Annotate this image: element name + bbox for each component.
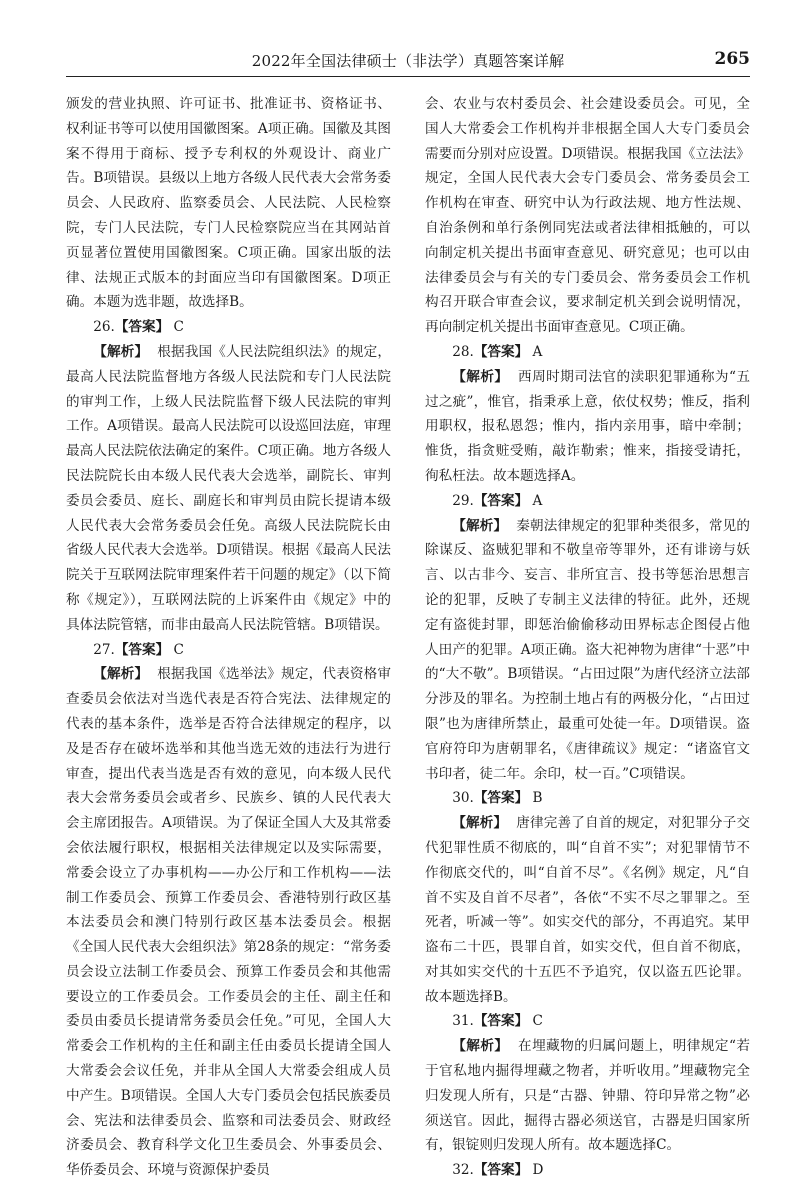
answer-value: A [532, 492, 543, 509]
answer-label: 【答案】 [473, 1013, 529, 1030]
answer-line-30 [425, 786, 750, 811]
answer-line-26 [66, 315, 391, 340]
question-number: 31. [452, 1013, 474, 1030]
analysis-label: 【解析】 [452, 815, 508, 832]
answer-line-29 [425, 489, 750, 514]
page-number: 265 [714, 49, 750, 69]
analysis-paragraph-28 [425, 365, 750, 489]
answer-value: C [173, 641, 184, 658]
analysis-text: 秦朝法律规定的犯罪种类很多，常见的除谋反、盗贼犯罪和不敬皇帝等罪外，还有诽谤与妖言、以古非今、妄言、非所宜言、投书等惩治思想言论的犯罪，反映了专制主义法律的特征。此外，还规定有盗徙封罪，即惩治偷偷移动田界标志企图侵占他人田产的犯罪。A项正确。盗大祀神物为唐律“十恶”中的“大不敬”。B项错误。“占田过限”为唐代经济立法部分涉及的罪名。为控制土地占有的两极分化，“占田过限”也为唐律所禁止，最重可处徒一年。D项错误。盗官府符印为唐朝罪名，《唐律疏议》规定：“诸盗官文书印者，徒二年。余印，杖一百。”C项错误。 [425, 517, 750, 782]
analysis-label: 【解析】 [93, 343, 149, 360]
answer-line-27 [66, 638, 391, 663]
analysis-label: 【解析】 [452, 368, 509, 385]
answer-label: 【答案】 [473, 1162, 529, 1179]
question-number: 30. [452, 790, 474, 807]
page-header [66, 46, 750, 77]
answer-value: C [173, 319, 184, 336]
analysis-text: 根据我国《选举法》规定，代表资格审查委员会依法对当选代表是否符合宪法、法律规定的代表的基本条件，选举是否符合法律规定的程序，以及是否存在破坏选举和其他当选无效的违法行为进行审查，提出代表当选是否有效的意见，向本级人民代表大会常务委员会或者乡、民族乡、镇的人民代表大会主席团报告。A项错误。为了保证全国人大及其常委会依法履行职权，根据相关法律规定以及实际需要，常委会设立了办事机构——办公厅和工作机构——法制工作委员会、预算工作委员会、香港特别行政区基本法委员会和澳门特别行政区基本法委员会。根据《全国人民代表大会组织法》第28条的规定：“常务委员会设立法制工作委员会、预算工作委员会和其他需要设立的工作委员会。工作委员会的主任、副主任和委员由委员长提请常务委员会任免。”可见，全国人大常委会工作机构的主任和副主任由委员长提请全国人大常委会会议任免，并非从全国人大常委会组成人员中产生。B项错误。全国人大专门委员会包括民族委员会、宪法和法律委员会、监察和司法委员会、财政经济委员会、教育科学文化卫生委员会、外事委员会、华侨委员会、环境与资源保护委员 [66, 666, 391, 1179]
answer-line-31 [425, 1009, 750, 1034]
question-number: 26. [93, 319, 115, 336]
left-column [66, 92, 391, 1179]
continued-paragraph: 会、农业与农村委员会、社会建设委员会。可见，全国人大常委会工作机构并非根据全国人大专门委员会需要而分别对应设置。D项错误。根据我国《立法法》规定，全国人民代表大会专门委员会、常务委员会工作机构在审查、研究中认为行政法规、地方性法规、自治条例和单行条例同宪法或者法律相抵触的，可以向制定机关提出书面审查意见、研究意见；也可以由法律委员会与有关的专门委员会、常务委员会工作机构召开联合审查会议，要求制定机关到会说明情况，再向制定机关提出书面审查意见。C项正确。 [425, 96, 750, 336]
analysis-text: 西周时期司法官的渎职犯罪通称为“五过之疵”，惟官，指秉承上意，依仗权势；惟反，指利用职权，报私恩怨；惟内，指内亲用事，暗中牵制；惟货，指贪赃受贿，敲诈勒索；惟来，指接受请托，徇私枉法。故本题选择A。 [425, 368, 751, 484]
answer-line-28 [425, 340, 750, 365]
answer-label: 【答案】 [473, 343, 529, 360]
analysis-paragraph-31 [425, 1034, 750, 1158]
continued-paragraph: 颁发的营业执照、许可证书、批准证书、资格证书、权利证书等可以使用国徽图案。A项正确。国徽及其图案不得用于商标、授予专利权的外观设计、商业广告。B项错误。县级以上地方各级人民代表大会常务委员会、人民政府、监察委员会、人民法院、人民检察院，专门人民法院，专门人民检察院应当在其网站首页显著位置使用国徽图案。C项正确。国家出版的法律、法规正式版本的封面应当印有国徽图案。D项正确。本题为选非题，故选择B。 [66, 96, 391, 311]
analysis-paragraph-29 [425, 514, 750, 787]
analysis-text: 在埋藏物的归属问题上，明律规定“若于官私地内掘得埋藏之物者，并听收用。”埋藏物完全归发现人所有，只是“古器、钟鼎、符印异常之物”必须送官。因此，掘得古器必须送官，古器是归国家所有，银锭则归发现人所有。故本题选择C。 [425, 1038, 751, 1154]
analysis-label: 【解析】 [93, 666, 149, 683]
answer-value: A [532, 343, 543, 360]
answer-label: 【答案】 [473, 492, 529, 509]
analysis-paragraph-30 [425, 811, 750, 1009]
analysis-text: 唐律完善了自首的规定，对犯罪分子交代犯罪性质不彻底的，叫“自首不实”；对犯罪情节不作彻底交代的，叫“自首不尽”。《名例》规定，凡“自首不实及自首不尽者”，各依“不实不尽之罪罪之。至死者，听减一等”。如实交代的部分，不再追究。某甲盗布二十匹，畏罪自首，如实交代，但自首不彻底，对其如实交代的十五匹不予追究，仅以盗五匹论罪。故本题选择B。 [425, 815, 750, 1005]
answer-label: 【答案】 [473, 790, 529, 807]
answer-value: B [532, 790, 543, 807]
answer-line-32 [425, 1158, 750, 1183]
answer-label: 【答案】 [114, 641, 170, 658]
analysis-paragraph-27 [66, 662, 391, 1183]
question-number: 32. [452, 1162, 474, 1179]
answer-value: C [532, 1013, 543, 1030]
answer-label: 【答案】 [114, 319, 170, 336]
analysis-text: 根据我国《人民法院组织法》的规定，最高人民法院监督地方各级人民法院和专门人民法院的审判工作，上级人民法院监督下级人民法院的审判工作。A项错误。最高人民法院可以设巡回法庭，审理最高人民法院依法确定的案件。C项正确。地方各级人民法院院长由本级人民代表大会选举，副院长、审判委员会委员、庭长、副庭长和审判员由院长提请本级人民代表大会常务委员会任免。高级人民法院院长由省级人民代表大会选举。D项错误。根据《最高人民法院关于互联网法院审理案件若干问题的规定》（以下简称《规定》），互联网法院的上诉案件由《规定》中的具体法院管辖，而非由最高人民法院管辖。B项错误。 [66, 343, 391, 633]
question-number: 27. [93, 641, 115, 658]
right-column [425, 92, 751, 1179]
answer-value: D [532, 1162, 544, 1179]
analysis-paragraph-26 [66, 340, 391, 638]
analysis-label: 【解析】 [452, 517, 508, 534]
header-title: 2022年全国法律硕士（非法学）真题答案详解 [251, 52, 565, 70]
two-column-body [66, 92, 751, 1179]
analysis-label: 【解析】 [452, 1038, 509, 1055]
question-number: 28. [452, 343, 474, 360]
question-number: 29. [452, 492, 474, 509]
